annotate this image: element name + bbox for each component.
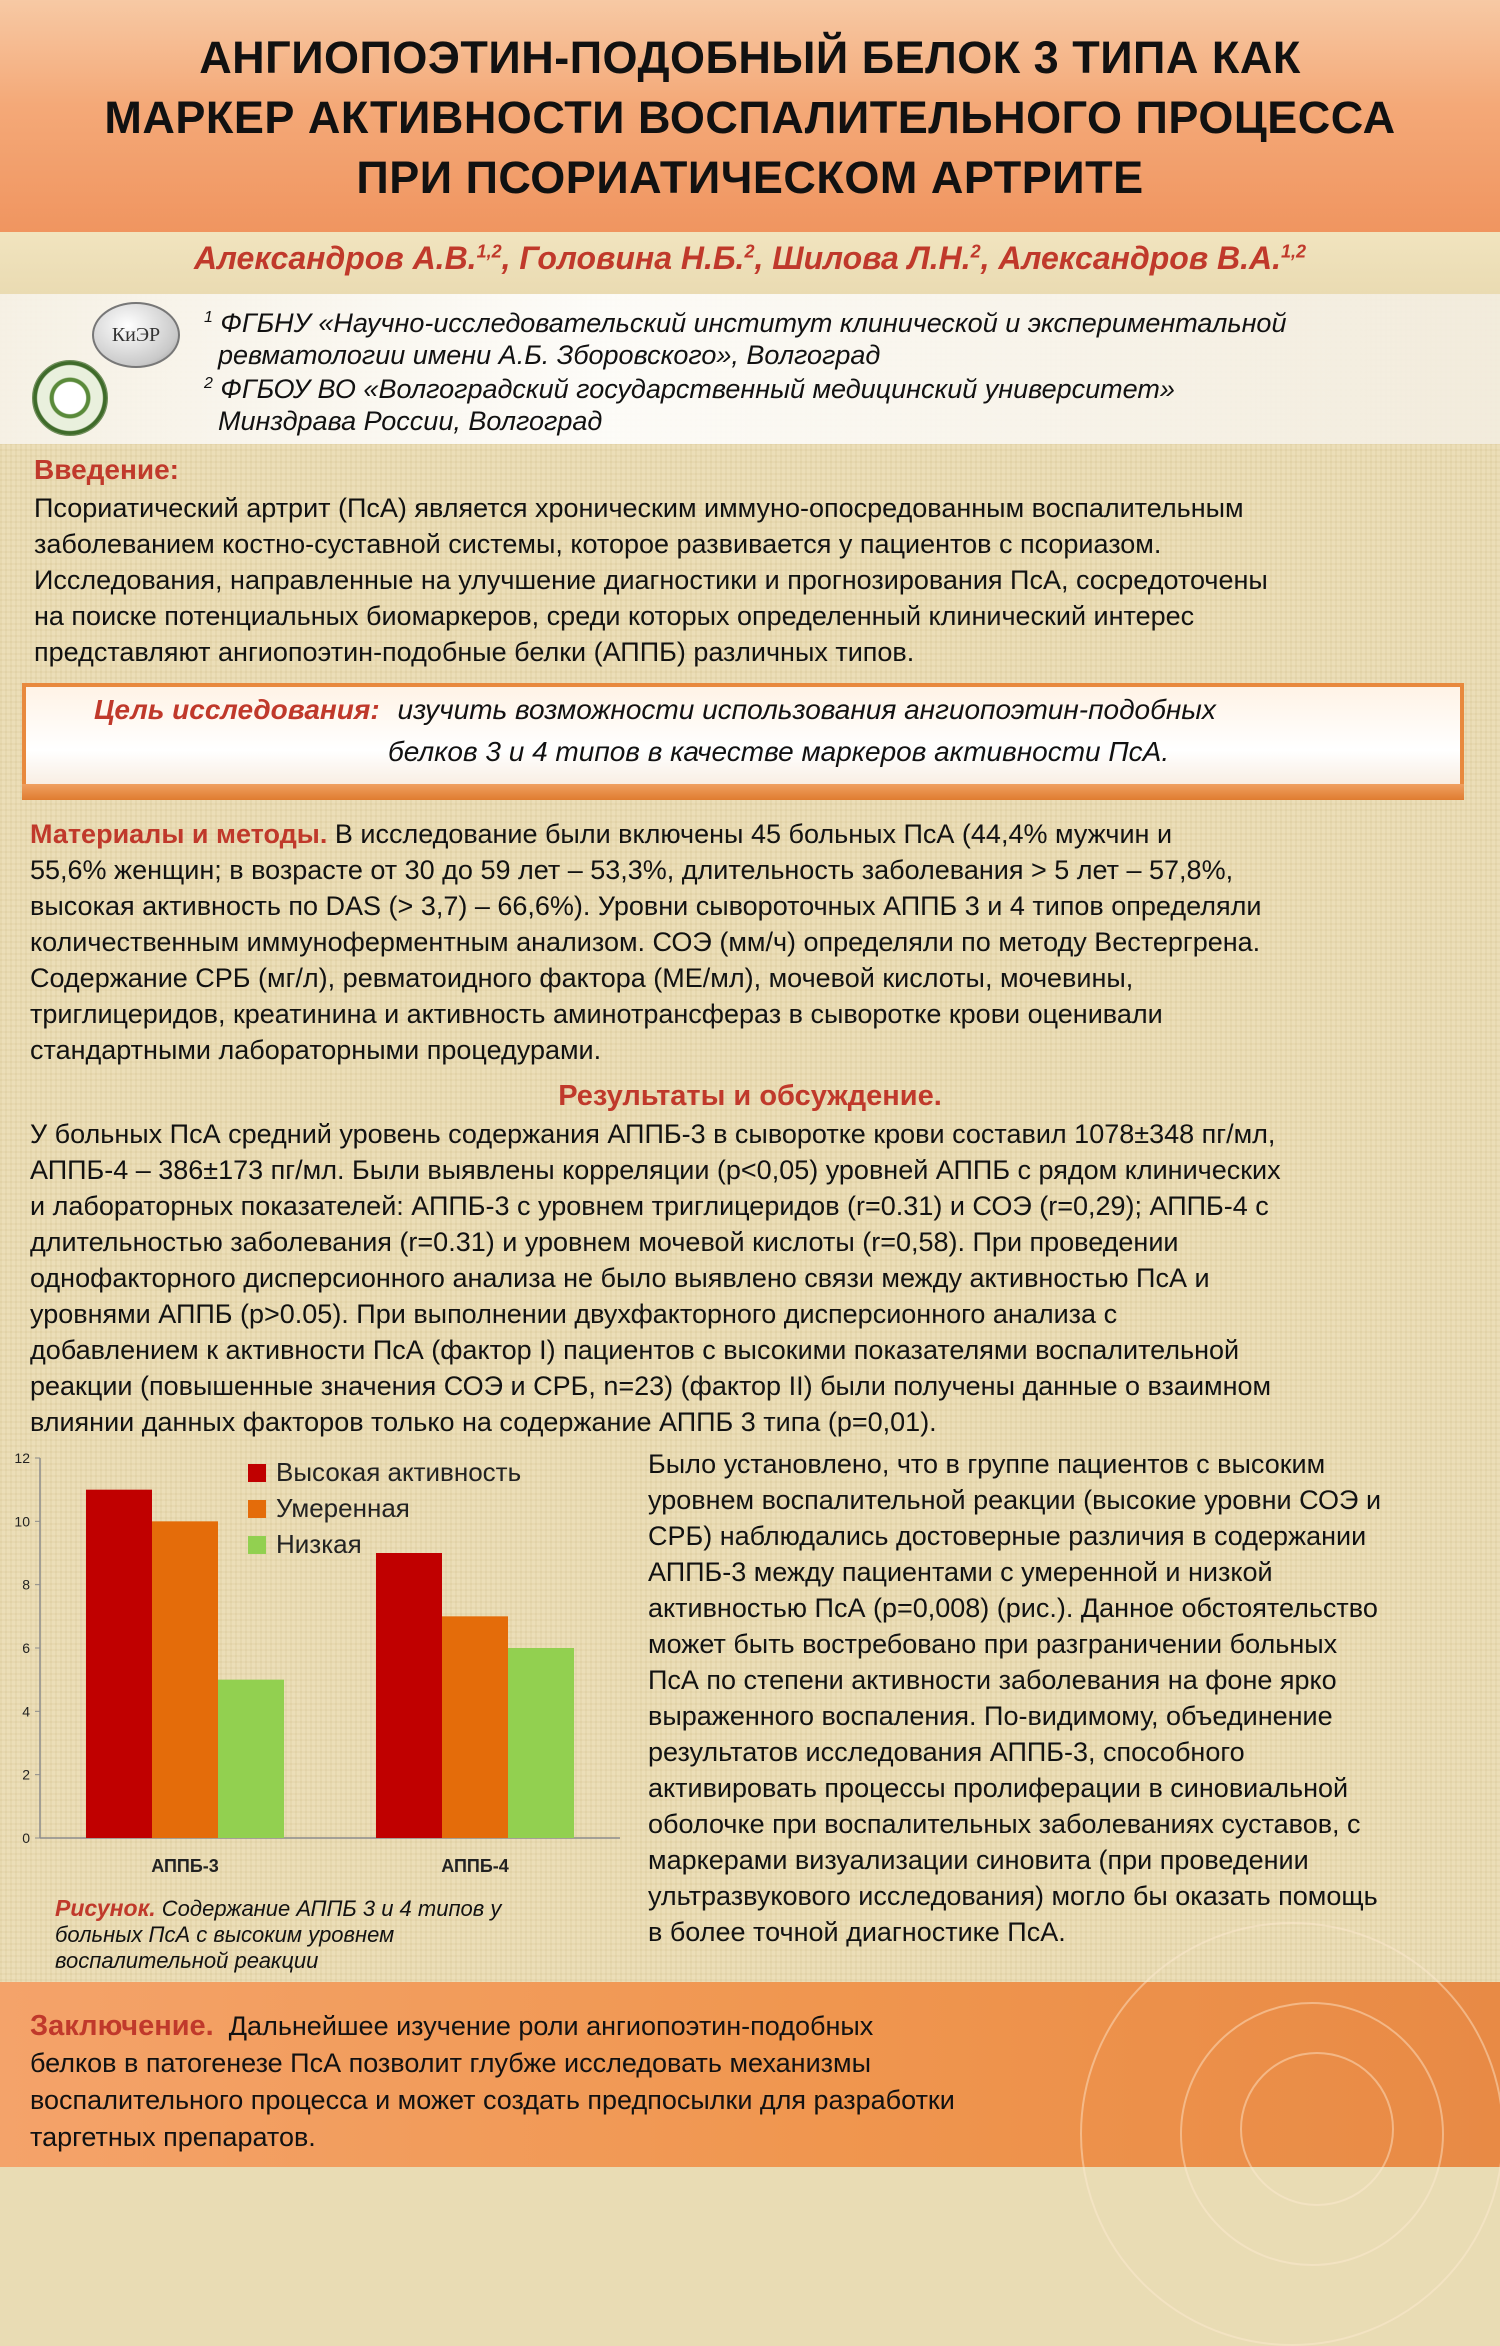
text-line: количественным иммуноферментным анализом. СОЭ (мм/ч) определяли по методу Вестергрена. [30, 927, 1261, 957]
text-line: ПсА по степени активности заболевания на фоне ярко [648, 1665, 1337, 1695]
text-line: АППБ-4 – 386±173 пг/мл. Были выявлены корреляции (p<0,05) уровней АППБ с рядом клинических [30, 1155, 1281, 1185]
text-line: Псориатический артрит (ПсА) является хроническим иммуно-опосредованным воспалительным [34, 493, 1244, 523]
methods-text [30, 816, 1261, 1068]
text-line: У больных ПсА средний уровень содержания АППБ-3 в сыворотке крови составил 1078±348 пг/мл, [30, 1119, 1276, 1149]
text-line: В исследование были включены 45 больных ПсА (44,4% мужчин и [334, 819, 1173, 849]
text-line: Дальнейшее изучение роли ангиопоэтин-подобных [228, 2011, 874, 2041]
aim-heading: Цель исследования: [94, 694, 380, 725]
bar [508, 1648, 574, 1838]
caption-line: воспалительной реакции [55, 1948, 319, 1973]
bar [218, 1680, 284, 1838]
text-line: триглицеридов, креатинина и активность аминотрансфераз в сыворотке крови оценивали [30, 999, 1163, 1029]
y-tick-label: 4 [22, 1703, 30, 1720]
author-name: Шилова Л.Н. [772, 240, 971, 276]
text-line: активировать процессы пролиферации в синовиальной [648, 1773, 1349, 1803]
bar-chart [0, 1440, 640, 1900]
text-line: добавлением к активности ПсА (фактор I) пациентов с высокими показателями воспалительной [30, 1335, 1240, 1365]
title-line: ПРИ ПСОРИАТИЧЕСКОМ АРТРИТЕ [356, 152, 1144, 203]
caption-heading: Рисунок. [55, 1895, 156, 1921]
text-line: и лабораторных показателей: АППБ-3 с уровнем триглицеридов (r=0.31) и СОЭ (r=0,29); АППБ-4 с [30, 1191, 1269, 1221]
text-line: ультразвукового исследования) могло бы оказать помощь [648, 1881, 1378, 1911]
text-line: белков в патогенезе ПсА позволит глубже исследовать механизмы [30, 2048, 871, 2078]
y-tick-label: 0 [22, 1830, 30, 1846]
conclusion-heading: Заключение. [30, 2010, 214, 2042]
author-affil-sup: 1,2 [1281, 241, 1307, 262]
text-line: заболеванием костно-суставной системы, которое развивается у пациентов с псориазом. [34, 529, 1162, 559]
author-name: Головина Н.Б. [519, 240, 745, 276]
poster-title [0, 28, 1500, 208]
text-line: воспалительного процесса и может создать предпосылки для разработки [30, 2085, 955, 2115]
affiliation-line: ФГБОУ ВО «Волгоградский государственный медицинский университет» [220, 374, 1175, 404]
text-line: СРБ) наблюдались достоверные различия в содержании [648, 1521, 1367, 1551]
text-line: влиянии данных факторов только на содержание АППБ 3 типа (p=0,01). [30, 1407, 937, 1437]
text-line: 55,6% женщин; в возрасте от 30 до 59 лет – 53,3%, длительность заболевания > 5 лет – 57,8%, [30, 855, 1234, 885]
text-line: может быть востребовано при разграничении больных [648, 1629, 1338, 1659]
aim-line-1 [94, 694, 1216, 726]
aim-box-bar [22, 784, 1464, 800]
figure-caption [55, 1895, 615, 1974]
kier-logo: КиЭР [92, 302, 180, 368]
results-heading: Результаты и обсуждение. [558, 1080, 942, 1112]
text-line: Было установлено, что в группе пациентов с высоким [648, 1449, 1326, 1479]
legend-swatch [248, 1500, 266, 1518]
text-line: Содержание СРБ (мг/л), ревматоидного фактора (МЕ/мл), мочевой кислоты, мочевины, [30, 963, 1134, 993]
text-line: в более точной диагностике ПсА. [648, 1917, 1066, 1947]
affiliation-1 [204, 302, 1286, 371]
author-name: Александров А.В. [193, 240, 477, 276]
author-affil-sup: 1,2 [476, 241, 502, 262]
legend-swatch [248, 1464, 266, 1482]
legend-label: Умеренная [276, 1493, 410, 1523]
bar [376, 1553, 442, 1838]
y-tick-label: 6 [22, 1640, 30, 1656]
author-list: Александров А.В.$^{1,2}$, Головина Н.Б.$^2$, Шилова Л.Н.$^2$, Александров В.А.$^{1,2}$ [193, 240, 1307, 276]
x-tick-label: АППБ-3 [151, 1856, 219, 1876]
methods-heading: Материалы и методы. [30, 819, 328, 849]
caption-line: больных ПсА с высоким уровнем [55, 1922, 395, 1947]
affiliation-number: 1 [204, 309, 213, 326]
affiliation-line: ревматологии имени А.Б. Зборовского», Волгоград [218, 340, 881, 370]
affiliation-line: Минздрава России, Волгоград [218, 406, 603, 436]
text-line: активностью ПсА (p=0,008) (рис.). Данное обстоятельство [648, 1593, 1378, 1623]
text-line: на поиске потенциальных биомаркеров, среди которых определенный клинический интерес [34, 601, 1195, 631]
text-line: однофакторного дисперсионного анализа не было выявлено связи между активностью ПсА и [30, 1263, 1210, 1293]
text-line: высокая активность по DAS (> 3,7) – 66,6%). Уровни сывороточных АППБ 3 и 4 типов определяли [30, 891, 1262, 921]
text-line: таргетных препаратов. [30, 2122, 316, 2152]
author-affil-sup: 2 [744, 241, 755, 262]
x-tick-label: АППБ-4 [441, 1856, 509, 1876]
text-line: выраженного воспаления. По-видимому, объединение [648, 1701, 1333, 1731]
aim-line-2: белков 3 и 4 типов в качестве маркеров активности ПсА. [388, 736, 1170, 767]
bar [152, 1521, 218, 1838]
bar [86, 1490, 152, 1838]
y-tick-label: 10 [14, 1513, 30, 1530]
text-line: стандартными лабораторными процедурами. [30, 1035, 602, 1065]
legend-label: Низкая [276, 1529, 362, 1559]
author-affil-sup: 2 [970, 241, 981, 262]
text-line: уровнями АППБ (p>0.05). При выполнении двухфакторного дисперсионного анализа с [30, 1299, 1118, 1329]
caption-line: Содержание АППБ 3 и 4 типов у [161, 1896, 502, 1921]
aim-text: изучить возможности использования ангиопоэтин-подобных [397, 694, 1216, 725]
affiliation-line: ФГБНУ «Научно-исследовательский институт клинической и экспериментальной [220, 308, 1287, 338]
text-line: Исследования, направленные на улучшение диагностики и прогнозирования ПсА, сосредоточены [34, 565, 1268, 595]
results-text [30, 1116, 1281, 1440]
text-line: уровнем воспалительной реакции (высокие уровни СОЭ и [648, 1485, 1382, 1515]
legend-swatch [248, 1536, 266, 1554]
title-line: АНГИОПОЭТИН-ПОДОБНЫЙ БЕЛОК 3 ТИПА КАК [199, 32, 1301, 83]
text-line: АППБ-3 между пациентами с умеренной и низкой [648, 1557, 1273, 1587]
conclusion-text [30, 2008, 955, 2156]
y-tick-label: 12 [14, 1450, 30, 1466]
y-tick-label: 8 [22, 1576, 30, 1593]
results-discussion-text [648, 1446, 1381, 1950]
vgmu-emblem-logo [32, 360, 108, 436]
text-line: маркерами визуализации синовита (при проведении [648, 1845, 1309, 1875]
intro-heading: Введение: [34, 454, 180, 485]
title-line: МАРКЕР АКТИВНОСТИ ВОСПАЛИТЕЛЬНОГО ПРОЦЕССА [104, 92, 1396, 143]
affiliation-number: 2 [204, 375, 213, 392]
text-line: представляют ангиопоэтин-подобные белки (АППБ) различных типов. [34, 637, 915, 667]
affiliation-2 [204, 368, 1175, 437]
y-tick-label: 2 [22, 1766, 30, 1783]
legend-label: Высокая активность [276, 1457, 522, 1487]
decorative-ring [1080, 1922, 1500, 2346]
author-name: Александров В.А. [998, 240, 1282, 276]
bar [442, 1616, 508, 1838]
text-line: длительностью заболевания (r=0.31) и уровнем мочевой кислоты (r=0,58). При проведении [30, 1227, 1179, 1257]
text-line: оболочке при воспалительных заболеваниях суставов, с [648, 1809, 1361, 1839]
intro-text [34, 490, 1268, 670]
text-line: результатов исследования АППБ-3, способного [648, 1737, 1245, 1767]
text-line: реакции (повышенные значения СОЭ и СРБ, n=23) (фактор II) были получены данные о взаимном [30, 1371, 1272, 1401]
